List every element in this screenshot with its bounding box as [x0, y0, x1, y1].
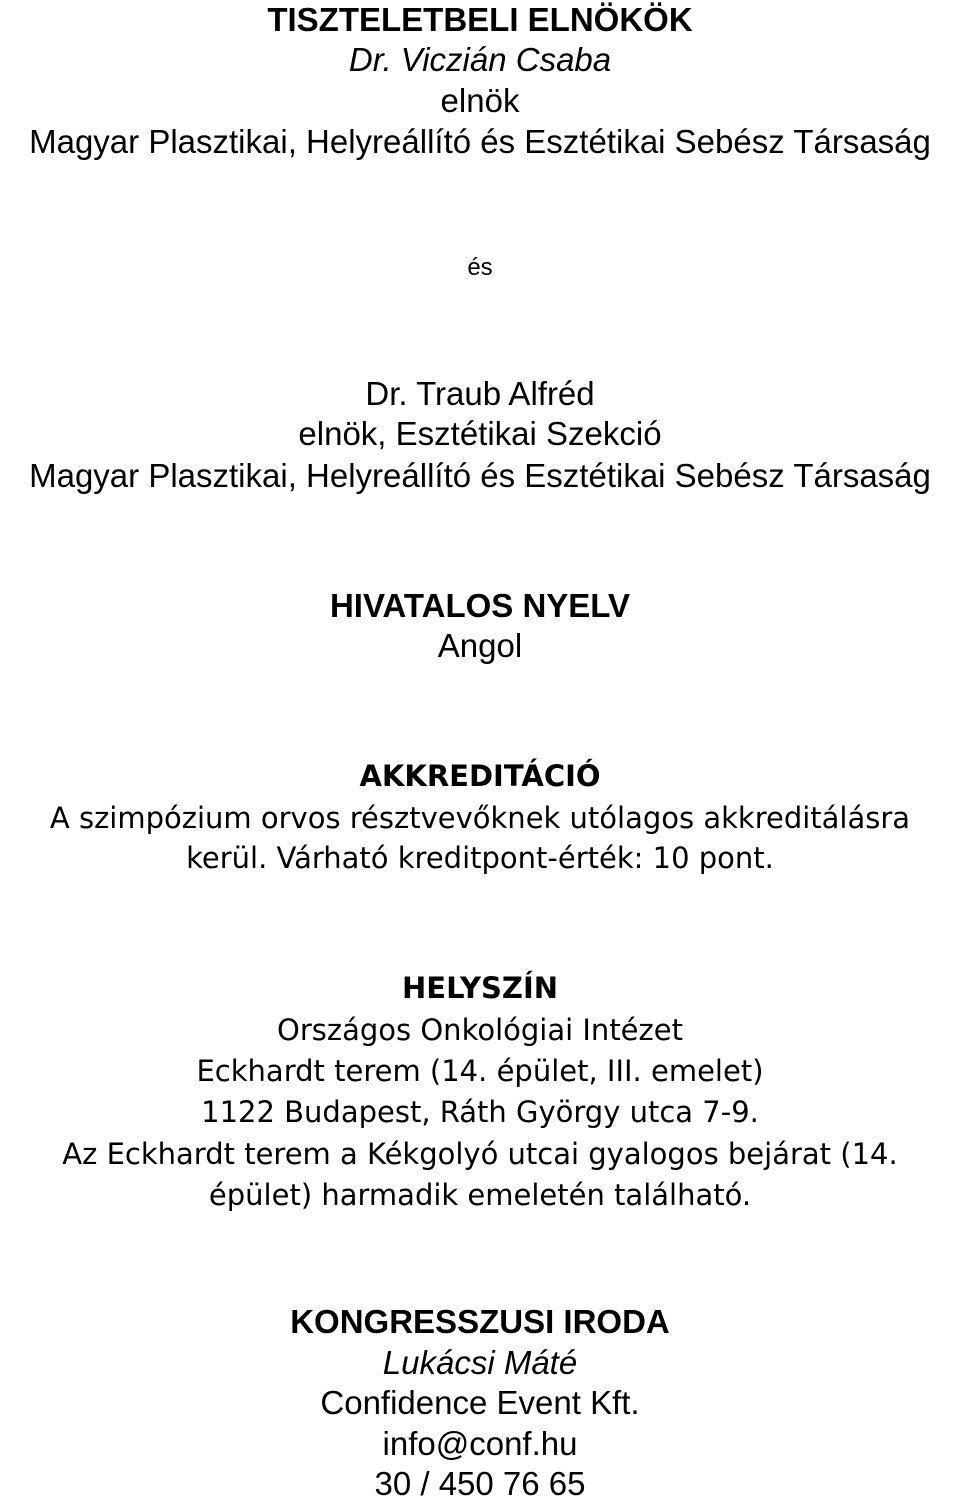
language-value: Angol: [437, 627, 523, 664]
office-company: Confidence Event Kft.: [320, 1384, 640, 1421]
person2-organization: Magyar Plasztikai, Helyreállító és Esztétikai Sebész Társaság: [29, 457, 931, 494]
person2-role: elnök, Esztétikai Szekció: [298, 415, 662, 452]
office-email[interactable]: info@conf.hu: [382, 1425, 578, 1462]
accreditation-line-1: A szimpózium orvos résztvevőknek utólagos akkreditálásra: [49, 801, 911, 835]
venue-line-5: épület) harmadik emeletén található.: [208, 1178, 752, 1212]
language-heading: HIVATALOS NYELV: [329, 587, 631, 624]
person1-organization: Magyar Plasztikai, Helyreállító és Esztétikai Sebész Társaság: [29, 123, 931, 160]
office-phone: 30 / 450 76 65: [374, 1465, 586, 1502]
venue-line-2: Eckhardt terem (14. épület, III. emelet): [196, 1054, 764, 1088]
office-contact-name: Lukácsi Máté: [382, 1344, 578, 1381]
office-heading: KONGRESSZUSI IRODA: [290, 1303, 670, 1340]
venue-line-4: Az Eckhardt terem a Kékgolyó utcai gyalogos bejárat (14.: [62, 1137, 898, 1171]
venue-line-3: 1122 Budapest, Ráth György utca 7-9.: [201, 1095, 759, 1129]
venue-heading: HELYSZÍN: [401, 971, 559, 1005]
accreditation-heading: AKKREDITÁCIÓ: [359, 759, 601, 793]
person1-name: Dr. Viczián Csaba: [348, 41, 612, 78]
conjunction-text: és: [467, 254, 493, 281]
venue-line-1: Országos Onkológiai Intézet: [277, 1013, 683, 1047]
person2-name: Dr. Traub Alfréd: [365, 375, 595, 412]
person1-role: elnök: [440, 82, 520, 119]
honorary-heading: TISZTELETBELI ELNÖKÖK: [267, 1, 693, 38]
accreditation-line-2: kerül. Várható kreditpont-érték: 10 pont.: [186, 841, 774, 875]
